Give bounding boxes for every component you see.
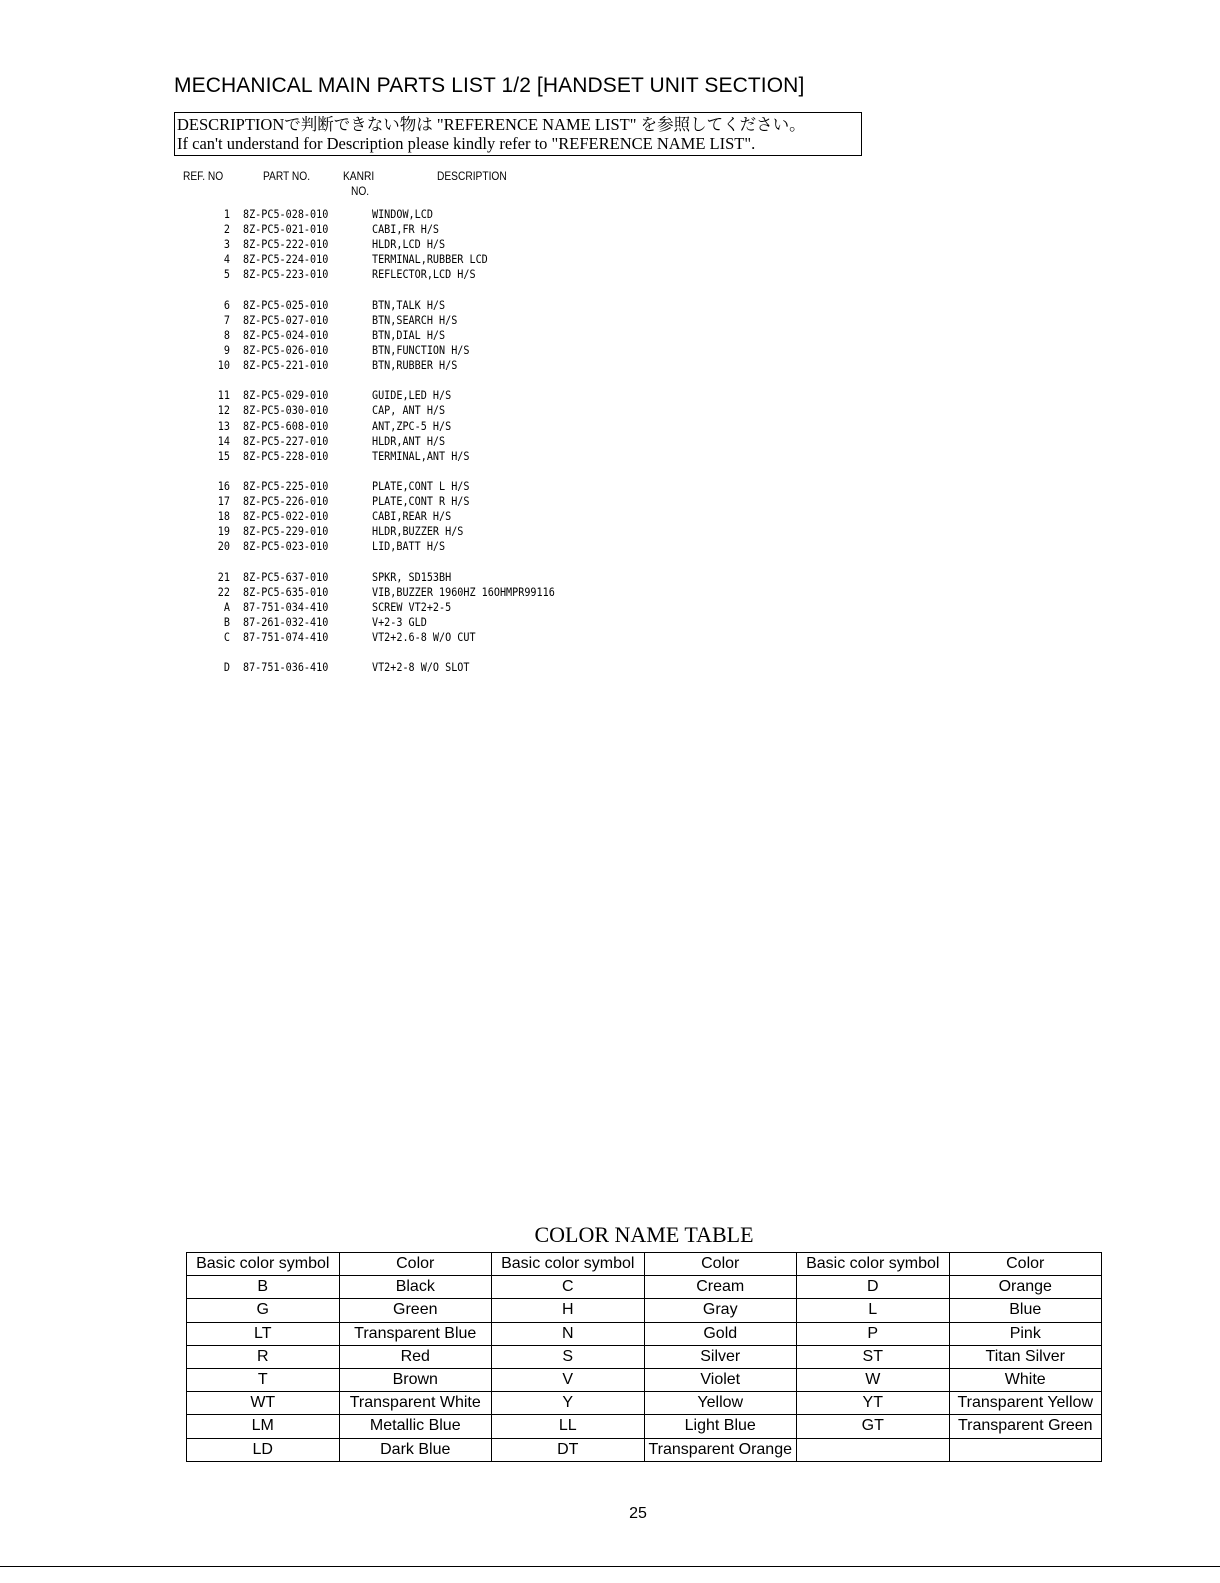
header-basic-color-symbol: Basic color symbol xyxy=(797,1253,950,1276)
parts-row xyxy=(174,237,654,252)
color-name-cell: Transparent Blue xyxy=(339,1322,492,1345)
part-no: 8Z-PC5-021-010 xyxy=(243,222,329,237)
basic-color-symbol-cell: GT xyxy=(797,1415,950,1438)
color-table-title: COLOR NAME TABLE xyxy=(534,1222,754,1247)
basic-color-symbol-cell: LT xyxy=(187,1322,340,1345)
basic-color-symbol-cell: N xyxy=(492,1322,645,1345)
ref-no: 14 xyxy=(217,433,230,448)
parts-row xyxy=(174,313,654,328)
part-description: PLATE,CONT R H/S xyxy=(372,494,470,509)
color-table-header-row xyxy=(187,1253,1102,1276)
color-table-row xyxy=(187,1299,1102,1322)
parts-row xyxy=(174,509,654,524)
parts-row xyxy=(174,267,654,282)
color-name-cell: Gold xyxy=(644,1322,797,1345)
part-no: 8Z-PC5-226-010 xyxy=(243,494,329,509)
part-description: BTN,TALK H/S xyxy=(372,297,446,312)
parts-row xyxy=(174,298,654,313)
page-title: MECHANICAL MAIN PARTS LIST 1/2 [HANDSET UNIT SECTION] xyxy=(174,74,805,97)
basic-color-symbol-cell: G xyxy=(187,1299,340,1322)
color-name-cell: Green xyxy=(339,1299,492,1322)
ref-no: 17 xyxy=(217,494,230,509)
reference-notice-box xyxy=(174,112,862,156)
part-no: 8Z-PC5-229-010 xyxy=(243,524,329,539)
header-description: DESCRIPTION xyxy=(437,169,507,183)
basic-color-symbol-cell: LM xyxy=(187,1415,340,1438)
parts-row xyxy=(174,343,654,358)
basic-color-symbol-cell: H xyxy=(492,1299,645,1322)
ref-no: 1 xyxy=(223,207,230,221)
part-no: 8Z-PC5-024-010 xyxy=(243,327,329,342)
color-name-cell: Metallic Blue xyxy=(339,1415,492,1438)
parts-row xyxy=(174,252,654,267)
color-name-cell: Transparent Green xyxy=(949,1415,1102,1438)
part-no: 8Z-PC5-228-010 xyxy=(243,448,329,463)
color-name-cell: Light Blue xyxy=(644,1415,797,1438)
color-name-cell: Yellow xyxy=(644,1392,797,1415)
ref-no: 22 xyxy=(217,584,230,599)
part-no: 87-261-032-410 xyxy=(243,614,329,629)
color-name-cell: Titan Silver xyxy=(949,1345,1102,1368)
basic-color-symbol-cell xyxy=(797,1438,950,1461)
part-no: 87-751-034-410 xyxy=(243,599,329,614)
ref-no: 21 xyxy=(217,569,230,584)
parts-row xyxy=(174,388,654,403)
page-number: 25 xyxy=(629,1505,647,1522)
header-basic-color-symbol: Basic color symbol xyxy=(187,1253,340,1276)
basic-color-symbol-cell: D xyxy=(797,1276,950,1299)
color-table-row xyxy=(187,1368,1102,1391)
parts-row xyxy=(174,479,654,494)
part-description: TERMINAL,ANT H/S xyxy=(372,448,470,463)
color-name-cell: Silver xyxy=(644,1345,797,1368)
ref-no: 12 xyxy=(217,403,230,418)
color-name-cell xyxy=(949,1438,1102,1461)
part-description: HLDR,BUZZER H/S xyxy=(372,524,464,539)
part-no: 8Z-PC5-221-010 xyxy=(243,358,329,373)
ref-no: 9 xyxy=(223,342,230,357)
parts-list xyxy=(174,207,654,675)
color-table-row xyxy=(187,1322,1102,1345)
parts-row xyxy=(174,449,654,464)
basic-color-symbol-cell: W xyxy=(797,1368,950,1391)
color-table-row xyxy=(187,1415,1102,1438)
part-no: 8Z-PC5-025-010 xyxy=(243,297,329,312)
ref-no: A xyxy=(223,599,230,614)
part-description: GUIDE,LED H/S xyxy=(372,388,452,403)
part-description: HLDR,ANT H/S xyxy=(372,433,446,448)
header-basic-color-symbol: Basic color symbol xyxy=(492,1253,645,1276)
ref-no: B xyxy=(223,614,230,629)
part-description: BTN,FUNCTION H/S xyxy=(372,342,470,357)
ref-no: 15 xyxy=(217,448,230,463)
color-name-table xyxy=(186,1252,1102,1462)
color-name-cell: Black xyxy=(339,1276,492,1299)
part-no: 87-751-036-410 xyxy=(243,660,329,675)
color-name-cell: White xyxy=(949,1368,1102,1391)
basic-color-symbol-cell: ST xyxy=(797,1345,950,1368)
ref-no: 16 xyxy=(217,478,230,493)
parts-row xyxy=(174,328,654,343)
header-color: Color xyxy=(644,1253,797,1276)
color-table-row xyxy=(187,1438,1102,1461)
header-color: Color xyxy=(339,1253,492,1276)
basic-color-symbol-cell: YT xyxy=(797,1392,950,1415)
ref-no: 18 xyxy=(217,509,230,524)
color-name-cell: Cream xyxy=(644,1276,797,1299)
parts-row xyxy=(174,403,654,418)
ref-no: 10 xyxy=(217,358,230,373)
part-no: 8Z-PC5-224-010 xyxy=(243,252,329,267)
part-no: 8Z-PC5-030-010 xyxy=(243,403,329,418)
ref-no: 2 xyxy=(223,222,230,237)
ref-no: 11 xyxy=(217,388,230,403)
ref-no: C xyxy=(223,630,230,644)
notice-line-english: If can't understand for Description please kindly refer to "REFERENCE NAME LIST". xyxy=(177,134,756,153)
basic-color-symbol-cell: L xyxy=(797,1299,950,1322)
ref-no: 7 xyxy=(223,312,230,327)
parts-row xyxy=(174,539,654,554)
part-no: 8Z-PC5-022-010 xyxy=(243,509,329,524)
color-table-row xyxy=(187,1345,1102,1368)
part-no: 8Z-PC5-225-010 xyxy=(243,478,329,493)
parts-row xyxy=(174,494,654,509)
part-description: CABI,FR H/S xyxy=(372,222,440,237)
parts-row xyxy=(174,222,654,237)
ref-no: 3 xyxy=(223,237,230,252)
part-description: HLDR,LCD H/S xyxy=(372,237,446,252)
part-description: V+2-3 GLD xyxy=(372,614,427,629)
color-name-cell: Orange xyxy=(949,1276,1102,1299)
color-name-cell: Pink xyxy=(949,1322,1102,1345)
part-description: SCREW VT2+2-5 xyxy=(372,599,452,614)
part-description: TERMINAL,RUBBER LCD xyxy=(372,252,488,267)
color-name-cell: Transparent Yellow xyxy=(949,1392,1102,1415)
part-description: WINDOW,LCD xyxy=(372,207,433,221)
color-name-cell: Dark Blue xyxy=(339,1438,492,1461)
parts-row xyxy=(174,419,654,434)
part-description: REFLECTOR,LCD H/S xyxy=(372,267,476,282)
color-name-cell: Violet xyxy=(644,1368,797,1391)
ref-no: 20 xyxy=(217,539,230,554)
basic-color-symbol-cell: R xyxy=(187,1345,340,1368)
header-part-no: PART NO. xyxy=(263,169,311,183)
basic-color-symbol-cell: V xyxy=(492,1368,645,1391)
part-no: 8Z-PC5-608-010 xyxy=(243,418,329,433)
color-name-cell: Blue xyxy=(949,1299,1102,1322)
part-no: 8Z-PC5-027-010 xyxy=(243,312,329,327)
parts-row xyxy=(174,207,654,222)
part-no: 8Z-PC5-637-010 xyxy=(243,569,329,584)
color-table-row xyxy=(187,1276,1102,1299)
bottom-rule xyxy=(0,1566,1220,1567)
ref-no: 6 xyxy=(223,297,230,312)
color-name-cell: Transparent Orange xyxy=(644,1438,797,1461)
header-ref-no: REF. NO xyxy=(183,169,224,183)
color-name-cell: Brown xyxy=(339,1368,492,1391)
part-description: CABI,REAR H/S xyxy=(372,509,452,524)
color-name-cell: Gray xyxy=(644,1299,797,1322)
part-no: 8Z-PC5-227-010 xyxy=(243,433,329,448)
part-description: VIB,BUZZER 1960HZ 16OHMPR99116 xyxy=(372,584,555,599)
part-description: LID,BATT H/S xyxy=(372,539,446,554)
header-color: Color xyxy=(949,1253,1102,1276)
basic-color-symbol-cell: P xyxy=(797,1322,950,1345)
part-no: 8Z-PC5-028-010 xyxy=(243,207,329,221)
parts-row xyxy=(174,660,654,675)
part-no: 8Z-PC5-029-010 xyxy=(243,388,329,403)
part-description: VT2+2-8 W/O SLOT xyxy=(372,660,470,675)
part-description: BTN,RUBBER H/S xyxy=(372,358,458,373)
part-description: CAP, ANT H/S xyxy=(372,403,446,418)
part-no: 8Z-PC5-026-010 xyxy=(243,342,329,357)
parts-row xyxy=(174,434,654,449)
basic-color-symbol-cell: C xyxy=(492,1276,645,1299)
basic-color-symbol-cell: Y xyxy=(492,1392,645,1415)
basic-color-symbol-cell: T xyxy=(187,1368,340,1391)
ref-no: 19 xyxy=(217,524,230,539)
part-description: BTN,SEARCH H/S xyxy=(372,312,458,327)
header-kanri-no: NO. xyxy=(351,184,370,198)
part-description: ANT,ZPC-5 H/S xyxy=(372,418,452,433)
ref-no: 13 xyxy=(217,418,230,433)
part-no: 8Z-PC5-023-010 xyxy=(243,539,329,554)
parts-row xyxy=(174,615,654,630)
parts-row xyxy=(174,630,654,645)
part-no: 87-751-074-410 xyxy=(243,630,329,644)
basic-color-symbol-cell: DT xyxy=(492,1438,645,1461)
parts-row xyxy=(174,600,654,615)
parts-row xyxy=(174,358,654,373)
parts-row xyxy=(174,585,654,600)
basic-color-symbol-cell: LD xyxy=(187,1438,340,1461)
part-description: BTN,DIAL H/S xyxy=(372,327,446,342)
header-kanri: KANRI xyxy=(343,169,375,183)
notice-line-japanese: DESCRIPTIONで判断できない物は "REFERENCE NAME LIST" を参照してください。 xyxy=(177,115,806,134)
basic-color-symbol-cell: WT xyxy=(187,1392,340,1415)
basic-color-symbol-cell: LL xyxy=(492,1415,645,1438)
part-description: SPKR, SD153BH xyxy=(372,569,452,584)
part-description: VT2+2.6-8 W/O CUT xyxy=(372,630,476,644)
ref-no: 8 xyxy=(223,327,230,342)
ref-no: 5 xyxy=(223,267,230,282)
color-table-row xyxy=(187,1392,1102,1415)
part-no: 8Z-PC5-222-010 xyxy=(243,237,329,252)
color-name-cell: Red xyxy=(339,1345,492,1368)
part-no: 8Z-PC5-635-010 xyxy=(243,584,329,599)
color-name-cell: Transparent White xyxy=(339,1392,492,1415)
ref-no: D xyxy=(223,660,230,675)
basic-color-symbol-cell: B xyxy=(187,1276,340,1299)
part-description: PLATE,CONT L H/S xyxy=(372,478,470,493)
parts-row xyxy=(174,570,654,585)
parts-row xyxy=(174,524,654,539)
ref-no: 4 xyxy=(223,252,230,267)
basic-color-symbol-cell: S xyxy=(492,1345,645,1368)
part-no: 8Z-PC5-223-010 xyxy=(243,267,329,282)
